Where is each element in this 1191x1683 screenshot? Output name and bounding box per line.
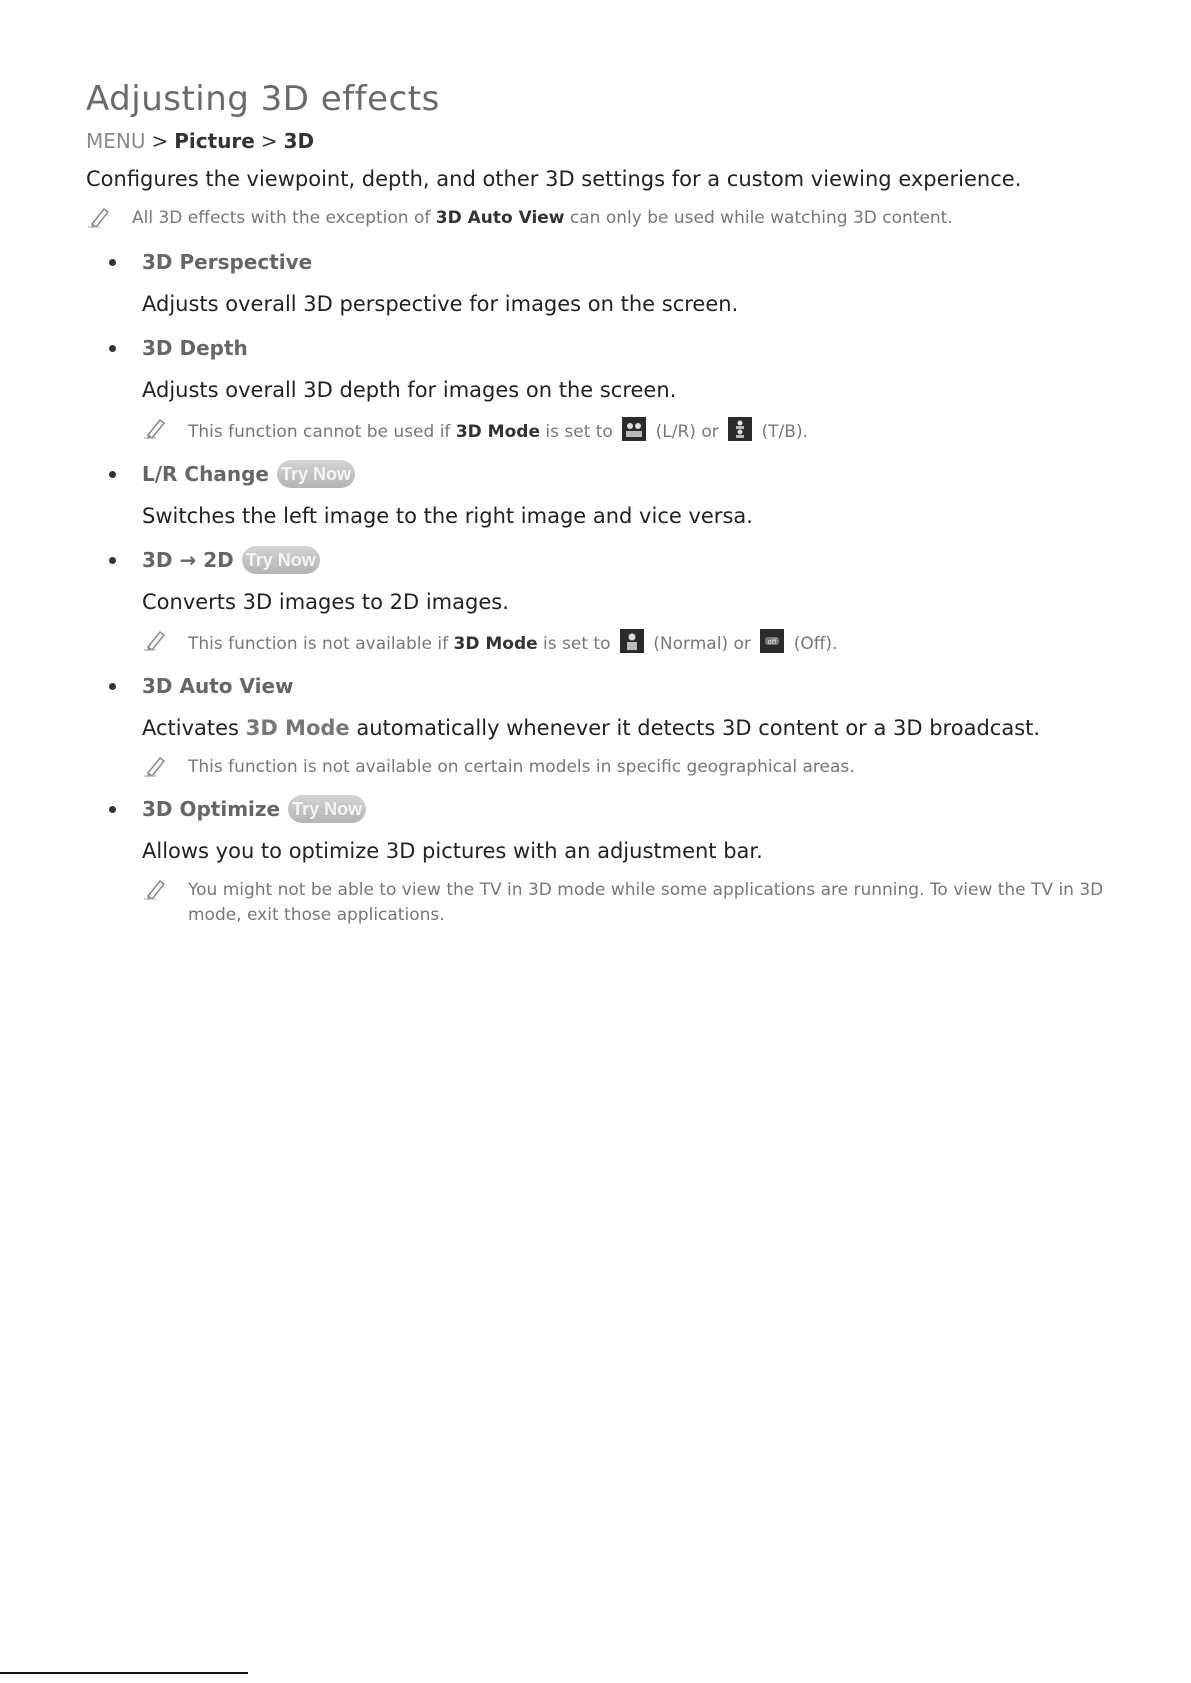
pencil-note-icon xyxy=(142,878,176,900)
bullet-icon xyxy=(109,806,116,813)
desc-text-emphasis: 3D Mode xyxy=(245,716,350,740)
note-text xyxy=(188,629,837,657)
breadcrumb xyxy=(86,128,1126,154)
item-description xyxy=(142,713,1126,743)
item-description: Switches the left image to the right image and vice versa. xyxy=(142,504,753,528)
item-title xyxy=(142,794,1126,824)
list-item-lr-change xyxy=(86,459,1126,531)
item-note xyxy=(130,755,1126,780)
bullet-icon xyxy=(109,683,116,690)
item-title: 3D Perspective xyxy=(142,250,313,274)
page-title: Adjusting 3D effects xyxy=(86,79,440,119)
item-title-text: L/R Change xyxy=(142,462,269,486)
intro-note xyxy=(86,206,1126,231)
item-title-text: 3D Optimize xyxy=(142,797,281,821)
try-now-button[interactable]: Try Now xyxy=(288,795,366,823)
item-description: Allows you to optimize 3D pictures with an adjustment bar. xyxy=(142,839,763,863)
footer-rule xyxy=(0,1672,248,1674)
tb-mode-icon xyxy=(728,417,752,441)
breadcrumb-3d: 3D xyxy=(283,129,315,153)
list-item-3d-optimize xyxy=(86,794,1126,928)
list-item-3d-to-2d xyxy=(86,545,1126,657)
list-item-3d-auto-view xyxy=(86,671,1126,780)
note-text-post: can only be used while watching 3D content. xyxy=(569,208,953,228)
note-text xyxy=(132,206,953,231)
breadcrumb-separator: > xyxy=(260,129,278,153)
svg-text:off: off xyxy=(767,638,777,646)
note-text-mid: is set to xyxy=(543,634,611,654)
desc-text-post: automatically whenever it detects 3D content or a 3D broadcast. xyxy=(356,716,1041,740)
try-now-button[interactable]: Try Now xyxy=(277,460,355,488)
note-text-bold: 3D Mode xyxy=(455,422,540,442)
item-note xyxy=(130,878,1126,928)
note-text-pre: This function is not available if xyxy=(188,634,449,654)
list-item-3d-depth xyxy=(86,333,1126,445)
note-text: This function is not available on certain models in specific geographical areas. xyxy=(188,757,855,777)
item-title xyxy=(142,459,1126,489)
breadcrumb-picture: Picture xyxy=(174,129,255,153)
desc-text-pre: Activates xyxy=(142,716,240,740)
note-option-lr: (L/R) xyxy=(655,422,696,442)
note-text-pre: All 3D effects with the exception of xyxy=(132,208,431,228)
breadcrumb-separator: > xyxy=(151,129,169,153)
bullet-icon xyxy=(109,471,116,478)
off-mode-icon xyxy=(760,629,784,653)
note-option-off: (Off). xyxy=(793,634,838,654)
note-text-bold: 3D Mode xyxy=(453,634,538,654)
try-now-button[interactable]: Try Now xyxy=(242,546,320,574)
pencil-note-icon xyxy=(86,206,120,228)
note-text: You might not be able to view the TV in 3D mode while some applications are running. To view the TV in 3D mode, exit those applications. xyxy=(188,880,1104,925)
note-text-mid: is set to xyxy=(545,422,613,442)
lr-mode-icon xyxy=(622,417,646,441)
item-description: Adjusts overall 3D perspective for images on the screen. xyxy=(142,292,739,316)
item-title-text: 3D → 2D xyxy=(142,548,234,572)
item-title xyxy=(142,545,1126,575)
intro-text: Configures the viewpoint, depth, and other 3D settings for a custom viewing experience. xyxy=(86,167,1022,191)
list-item-3d-perspective xyxy=(86,247,1126,319)
item-title: 3D Auto View xyxy=(142,674,294,698)
pencil-note-icon xyxy=(142,755,176,777)
page-content xyxy=(86,78,1126,928)
item-note xyxy=(130,629,1126,657)
breadcrumb-menu: MENU xyxy=(86,129,146,153)
bullet-icon xyxy=(109,557,116,564)
note-text xyxy=(188,417,808,445)
note-text-bold: 3D Auto View xyxy=(435,208,565,228)
note-text-or: or xyxy=(733,634,751,654)
normal-mode-icon xyxy=(620,629,644,653)
item-description: Adjusts overall 3D depth for images on the screen. xyxy=(142,378,677,402)
pencil-note-icon xyxy=(142,629,176,651)
settings-list xyxy=(86,247,1126,928)
bullet-icon xyxy=(109,259,116,266)
note-option-tb: (T/B). xyxy=(761,422,808,442)
bullet-icon xyxy=(109,345,116,352)
item-description: Converts 3D images to 2D images. xyxy=(142,590,509,614)
item-note xyxy=(130,417,1126,445)
note-text-or: or xyxy=(701,422,719,442)
note-text-pre: This function cannot be used if xyxy=(188,422,451,442)
pencil-note-icon xyxy=(142,417,176,439)
note-option-normal: (Normal) xyxy=(653,634,729,654)
item-title: 3D Depth xyxy=(142,336,248,360)
